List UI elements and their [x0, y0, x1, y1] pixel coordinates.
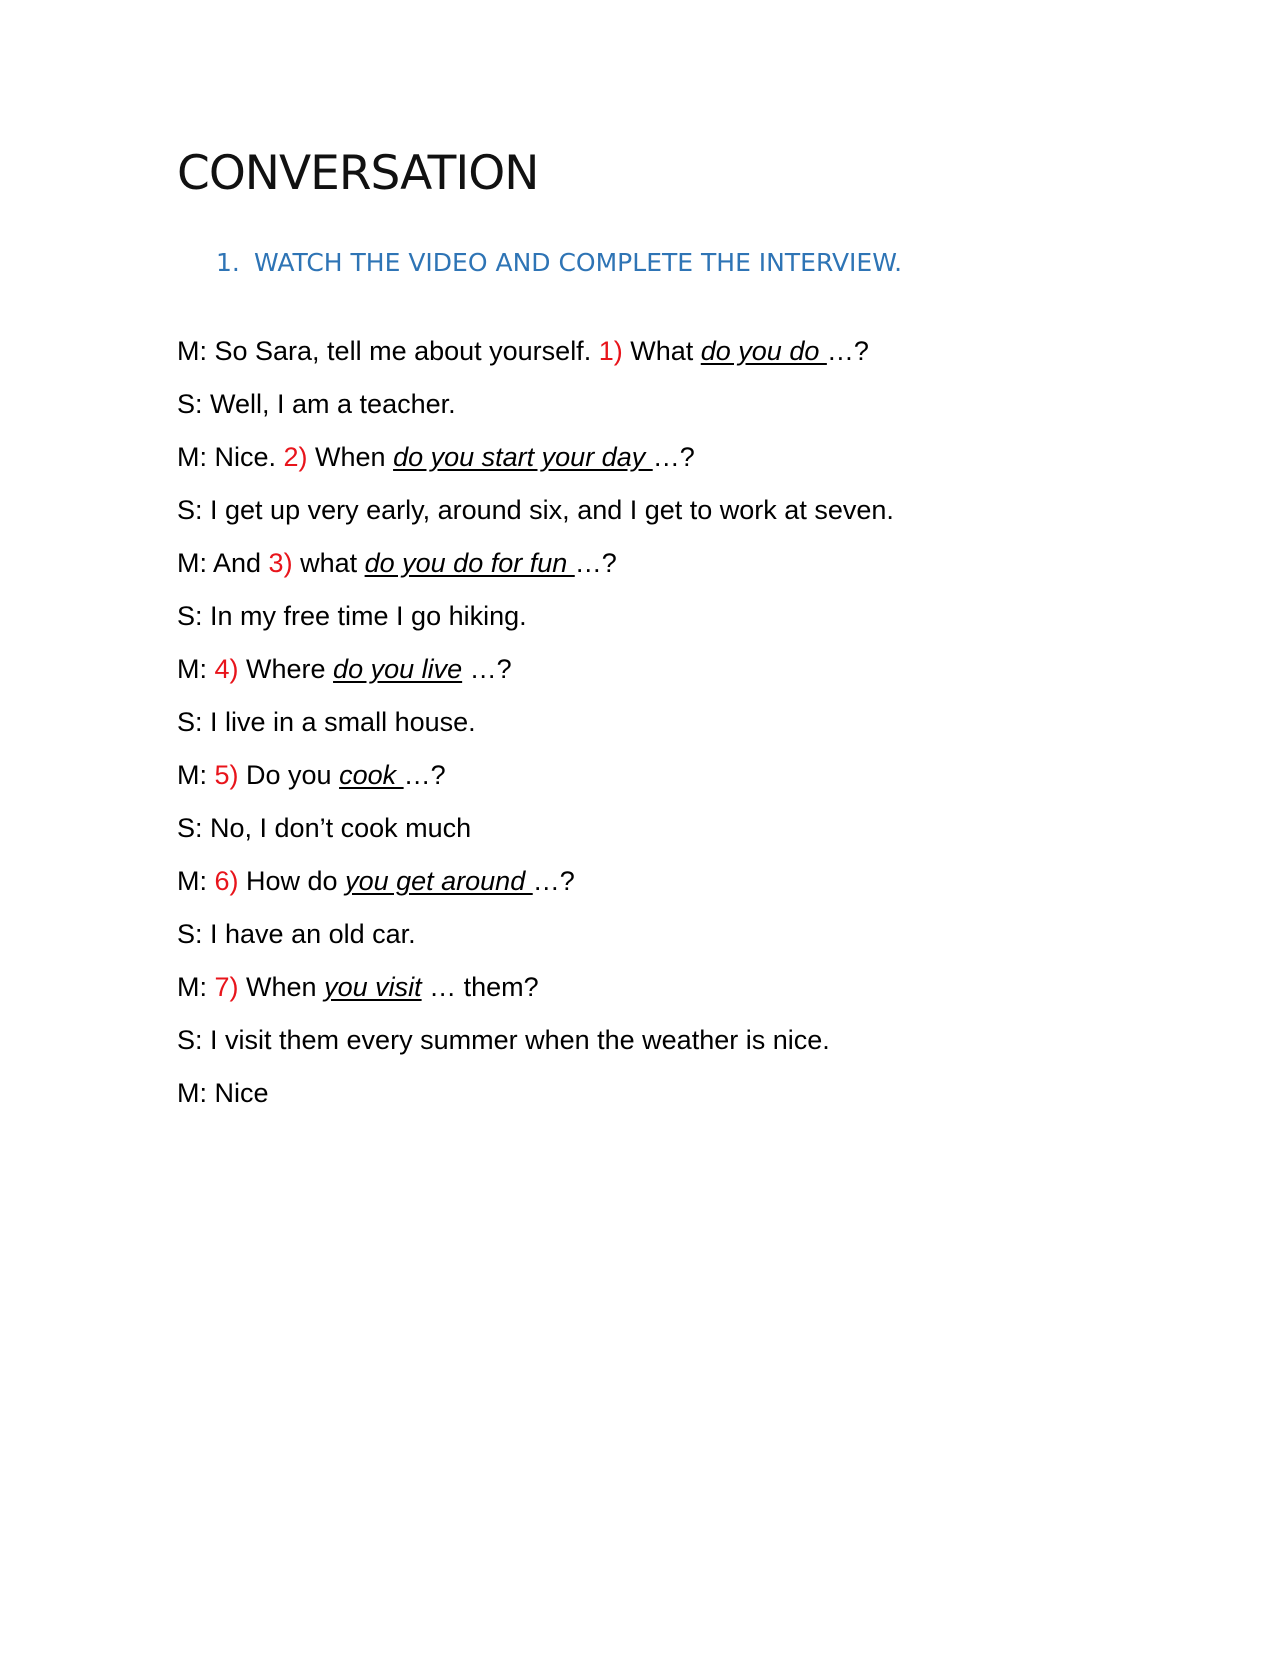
- line-text: …?: [532, 866, 575, 896]
- question-number: 6): [214, 866, 239, 896]
- dialogue-line-3: [177, 441, 1177, 494]
- line-text: M:: [177, 866, 215, 896]
- line-text: …?: [574, 548, 617, 578]
- answer-blank: do you do: [700, 336, 827, 366]
- dialogue-line-11: [177, 865, 1177, 918]
- dialogue-line-1: [177, 335, 1177, 388]
- answer-blank: you get around: [345, 866, 533, 896]
- line-text: …?: [403, 760, 446, 790]
- line-text: M:: [177, 972, 215, 1002]
- line-text: …?: [652, 442, 695, 472]
- answer-blank: do you do for fun: [364, 548, 575, 578]
- line-text: S: I have an old car.: [177, 919, 416, 949]
- dialogue-line-9: [177, 759, 1177, 812]
- question-number: 2): [283, 442, 308, 472]
- line-text: what: [292, 548, 365, 578]
- line-text: S: Well, I am a teacher.: [177, 389, 456, 419]
- line-text: S: I get up very early, around six, and I get to work at seven.: [177, 495, 894, 525]
- line-text: M:: [177, 654, 215, 684]
- dialogue-line-8: [177, 706, 1177, 759]
- dialogue-line-7: [177, 653, 1177, 706]
- dialogue-line-14: [177, 1024, 1177, 1077]
- instruction-text: WATCH THE VIDEO AND COMPLETE THE INTERVIEW.: [254, 248, 903, 277]
- question-number: 5): [214, 760, 239, 790]
- line-text: M: Nice: [177, 1078, 269, 1108]
- question-number: 1): [598, 336, 623, 366]
- instruction-number: 1.: [216, 248, 240, 277]
- line-text: …?: [462, 654, 512, 684]
- line-text: M: Nice.: [177, 442, 284, 472]
- line-text: … them?: [421, 972, 539, 1002]
- line-text: …?: [826, 336, 869, 366]
- dialogue-line-13: [177, 971, 1177, 1024]
- line-text: M: And: [177, 548, 269, 578]
- instruction-heading: [216, 250, 902, 275]
- line-text: S: In my free time I go hiking.: [177, 601, 527, 631]
- dialogue-line-4: [177, 494, 1177, 547]
- dialogue-line-5: [177, 547, 1177, 600]
- dialogue-line-2: [177, 388, 1177, 441]
- dialogue-line-15: [177, 1077, 1177, 1130]
- answer-blank: cook: [339, 760, 404, 790]
- dialogue-line-6: [177, 600, 1177, 653]
- line-text: When: [238, 972, 325, 1002]
- question-number: 7): [214, 972, 239, 1002]
- line-text: S: No, I don’t cook much: [177, 813, 472, 843]
- line-text: S: I visit them every summer when the weather is nice.: [177, 1025, 830, 1055]
- dialogue-line-12: [177, 918, 1177, 971]
- answer-blank: do you start your day: [393, 442, 653, 472]
- line-text: Do you: [238, 760, 340, 790]
- line-text: M:: [177, 760, 215, 790]
- dialogue-line-10: [177, 812, 1177, 865]
- line-text: When: [307, 442, 394, 472]
- page-title: CONVERSATION: [177, 146, 539, 201]
- question-number: 4): [214, 654, 239, 684]
- answer-blank: do you live: [333, 654, 463, 684]
- answer-blank: you visit: [324, 972, 422, 1002]
- line-text: Where: [238, 654, 334, 684]
- line-text: What: [622, 336, 701, 366]
- dialogue: [177, 335, 1177, 1130]
- line-text: M: So Sara, tell me about yourself.: [177, 336, 599, 366]
- question-number: 3): [268, 548, 293, 578]
- line-text: S: I live in a small house.: [177, 707, 476, 737]
- line-text: How do: [238, 866, 346, 896]
